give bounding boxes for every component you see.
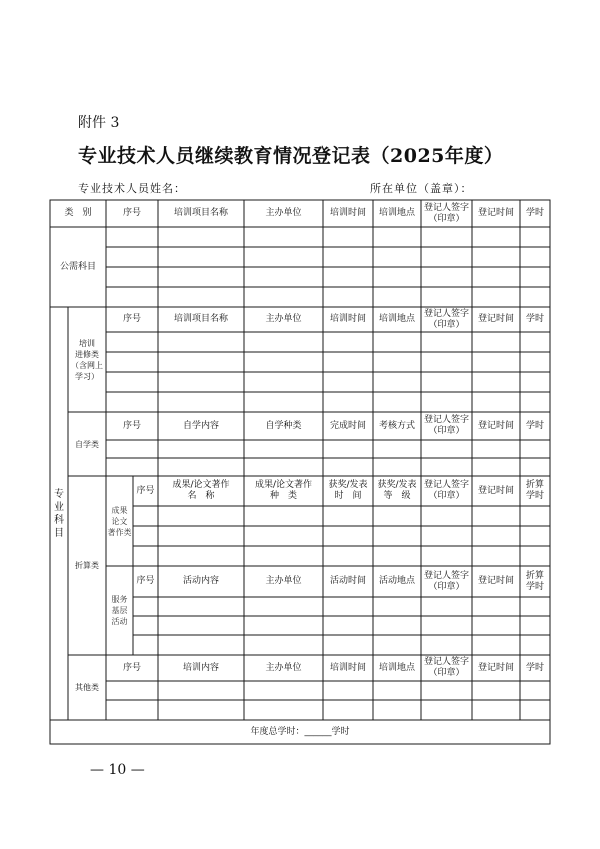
header-project-name: 培训项目名称: [173, 208, 228, 218]
header-train-time: 培训时间: [329, 208, 366, 218]
name-field-label: 专业技术人员姓名：: [78, 182, 186, 195]
header-organizer: 主办单位: [265, 208, 302, 218]
training-class-label: 培训 进修类 （含网上 学习）: [71, 338, 103, 381]
others-content: 培训内容: [182, 662, 219, 673]
training-seq: 序号: [122, 314, 141, 324]
training-reg-time: 登记时间: [477, 314, 514, 324]
annex-label: 附件 3: [78, 115, 120, 131]
self-study-content: 自学内容: [182, 420, 219, 431]
service-converted-hours: 折算 学时: [525, 570, 544, 592]
others-reg-time: 登记时间: [477, 662, 514, 673]
results-type: 成果/论文著作 种 类: [254, 480, 313, 501]
activity-content: 活动内容: [182, 576, 219, 586]
training-registrar-sign: 登记人签字 （印章）: [423, 308, 469, 330]
others-hours: 学时: [525, 662, 544, 673]
self-study-exam-method: 考核方式: [378, 420, 415, 431]
training-organizer: 主办单位: [265, 314, 302, 324]
service-reg-time: 登记时间: [477, 576, 514, 586]
results-category-label: 成果 论文 著作类: [107, 505, 132, 537]
self-study-reg-time: 登记时间: [477, 420, 514, 431]
results-reg-time: 登记时间: [477, 485, 514, 496]
header-registrar-sign: 登记人签字 （印章）: [423, 202, 469, 224]
others-train-time: 培训时间: [329, 662, 366, 673]
professional-subject-label: 专 业 科 目: [54, 488, 64, 539]
header-category: 类 别: [64, 208, 92, 218]
award-time: 获奖/发表 时 间: [328, 480, 368, 501]
results-seq: 序号: [136, 485, 155, 496]
training-time: 培训时间: [329, 314, 366, 324]
training-place: 培训地点: [378, 314, 415, 324]
self-study-finish-time: 完成时间: [329, 420, 366, 431]
results-converted-hours: 折算 学时: [525, 480, 544, 501]
conversion-label: 折算类: [75, 561, 99, 570]
others-seq: 序号: [122, 662, 141, 673]
results-registrar-sign: 登记人签字 （印章）: [423, 480, 469, 501]
service-seq: 序号: [136, 576, 155, 586]
public-subject-label: 公需科目: [59, 261, 96, 272]
others-train-place: 培训地点: [378, 662, 415, 673]
header-hours: 学时: [525, 208, 544, 218]
others-label: 其他类: [75, 683, 99, 692]
training-project-name: 培训项目名称: [173, 314, 228, 324]
service-category-label: 服务 基层 活动: [111, 595, 128, 626]
self-study-seq: 序号: [122, 420, 141, 431]
header-train-place: 培训地点: [378, 208, 415, 218]
service-registrar-sign: 登记人签字 （印章）: [423, 570, 469, 592]
award-level: 获奖/发表 等 级: [377, 480, 417, 501]
page-number: — 10 —: [90, 762, 145, 778]
self-study-type: 自学种类: [265, 420, 302, 431]
unit-field-label: 所在单位（盖章）：: [370, 182, 473, 195]
others-organizer: 主办单位: [265, 662, 302, 673]
results-name: 成果/论文著作 名 称: [172, 480, 230, 501]
activity-place: 活动地点: [378, 576, 415, 586]
self-study-hours: 学时: [525, 420, 544, 431]
others-registrar-sign: 登记人签字 （印章）: [423, 657, 469, 678]
total-hours-row: 年度总学时：______学时: [250, 726, 350, 737]
self-study-registrar-sign: 登记人签字 （印章）: [423, 415, 469, 436]
activity-organizer: 主办单位: [265, 576, 302, 586]
training-hours: 学时: [525, 314, 544, 324]
header-reg-time: 登记时间: [477, 208, 514, 218]
header-seq: 序号: [122, 208, 141, 218]
self-study-label: 自学类: [75, 439, 99, 449]
page-title: 专业技术人员继续教育情况登记表（2025年度）: [78, 145, 504, 167]
activity-time: 活动时间: [329, 576, 366, 586]
